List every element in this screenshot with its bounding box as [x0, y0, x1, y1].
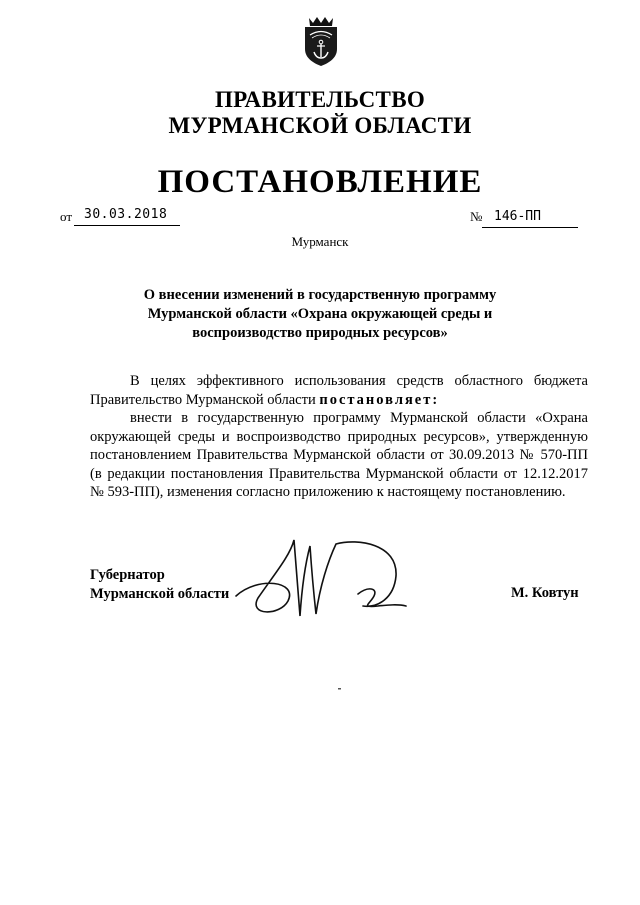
city-name: Мурманск [291, 234, 349, 249]
murmansk-coat-of-arms-icon [299, 15, 343, 67]
subject-line: воспроизводство природных ресурсов» [192, 325, 448, 341]
date-underline [74, 207, 180, 226]
document-type-title: ПОСТАНОВЛЕНИЕ [157, 164, 483, 200]
document-body [90, 372, 588, 502]
government-name-line1: ПРАВИТЕЛЬСТВО [214, 87, 426, 112]
body-paragraph-resolution: внести в государственную программу Мурманской области «Охрана окружающей среды и воспроизводство природных ресурсов», утвержденную постановлением Правительства Мурманской области от 30.09.2013 № 570-ПП (в редакции постановления Правительства Мурманской области от 12.12.2017 № 593-ПП), изменения согласно приложению к настоящему постановлению. [90, 410, 588, 500]
date-prefix: от [60, 209, 73, 224]
subject-line: Мурманской области «Охрана окружающей среды и [147, 306, 493, 322]
number-value: 146-ПП [494, 209, 541, 224]
subject-line: О внесении изменений в государственную программу [143, 287, 497, 303]
date-value: 30.03.2018 [84, 207, 168, 222]
scan-speck [338, 688, 342, 690]
handwritten-signature-icon [228, 536, 438, 626]
number-sign: № [470, 209, 483, 224]
preamble-text: В целях эффективного использования средств областного бюджета Правительство Мурманской области [90, 373, 588, 408]
body-paragraph-preamble [90, 372, 588, 409]
document-subject [120, 286, 520, 343]
signatory-title-line2: Мурманской области [90, 585, 230, 602]
government-name-line2: МУРМАНСКОЙ ОБЛАСТИ [168, 113, 472, 138]
signatory-title-line1: Губернатор [90, 567, 165, 583]
signatory-title [90, 566, 229, 603]
signatory-name: М. Ковтун [511, 585, 579, 601]
number-underline [482, 209, 578, 228]
resolves-keyword: постановляет: [319, 391, 440, 408]
